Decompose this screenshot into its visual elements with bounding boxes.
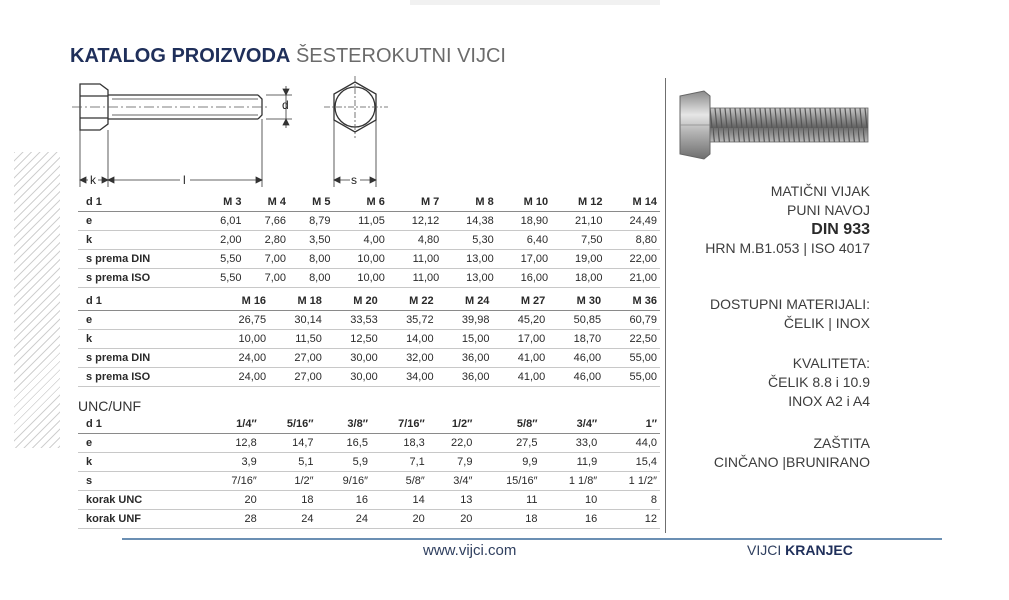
table-cell: 34,00 [381, 368, 437, 387]
table-cell: 27,00 [269, 349, 325, 368]
table-cell: 44,0 [600, 434, 660, 453]
table-cell: 3,50 [289, 231, 333, 250]
table-cell: 30,00 [325, 349, 381, 368]
header-cell: 1″ [600, 415, 660, 434]
table-cell: 1 1/8″ [540, 472, 600, 491]
table-cell: 14,7 [260, 434, 317, 453]
table-cell: 2,80 [245, 231, 289, 250]
table-cell: 16 [540, 510, 600, 529]
table-cell: 55,00 [604, 368, 660, 387]
header-cell: 3/8″ [317, 415, 371, 434]
table-cell: 7,00 [245, 269, 289, 288]
table-cell [203, 330, 213, 349]
table-cell: 18,3 [371, 434, 428, 453]
table-cell: 32,00 [381, 349, 437, 368]
table-cell: 10,00 [333, 269, 387, 288]
title-bold: KATALOG PROIZVODA [70, 45, 291, 67]
header-cell: M 14 [606, 193, 660, 212]
header-cell: 1/4″ [205, 415, 259, 434]
table-row [78, 434, 660, 453]
table-cell [195, 453, 205, 472]
table-header-row [78, 292, 660, 311]
table-cell: 5,50 [200, 250, 244, 269]
page-title [70, 45, 506, 68]
table-cell: 55,00 [604, 349, 660, 368]
table-cell [203, 368, 213, 387]
header-cell: M 16 [213, 292, 269, 311]
brand-name [747, 542, 853, 558]
table-cell: 16,00 [497, 269, 551, 288]
table-cell: 8,00 [289, 250, 333, 269]
bolt-photo-icon [678, 88, 873, 162]
table-row [78, 269, 660, 288]
table-row [78, 231, 660, 250]
header-cell: M 3 [200, 193, 244, 212]
materials-block [680, 295, 870, 333]
table-cell: 7,00 [245, 250, 289, 269]
header-cell: M 27 [492, 292, 548, 311]
header-cell: M 24 [437, 292, 493, 311]
header-cell: M 7 [388, 193, 442, 212]
table-cell: 46,00 [548, 349, 604, 368]
table-cell: 12 [600, 510, 660, 529]
row-label: s prema ISO [78, 269, 200, 288]
table-cell: 2,00 [200, 231, 244, 250]
row-label: s prema DIN [78, 349, 203, 368]
header-cell: M 30 [548, 292, 604, 311]
protection-label: ZAŠTITA [813, 435, 870, 451]
table-cell: 10,00 [333, 250, 387, 269]
table-cell: 13,00 [442, 250, 496, 269]
table-cell: 6,01 [200, 212, 244, 231]
header-cell: 1/2″ [428, 415, 476, 434]
table-cell: 41,00 [492, 368, 548, 387]
table-cell: 11 [475, 491, 540, 510]
header-cell: M 5 [289, 193, 333, 212]
table-cell: 17,00 [492, 330, 548, 349]
table-cell: 26,75 [213, 311, 269, 330]
row-label: k [78, 453, 195, 472]
table-cell: 10 [540, 491, 600, 510]
table-cell: 27,5 [475, 434, 540, 453]
header-cell: M 10 [497, 193, 551, 212]
footer-divider [122, 538, 942, 540]
table-cell: 17,00 [497, 250, 551, 269]
header-cell: 5/16″ [260, 415, 317, 434]
header-cell: d 1 [78, 193, 200, 212]
table-cell: 16,5 [317, 434, 371, 453]
header-cell: M 22 [381, 292, 437, 311]
table-cell: 7,9 [428, 453, 476, 472]
row-label: k [78, 231, 200, 250]
table-header-row [78, 193, 660, 212]
table-row [78, 212, 660, 231]
table-cell: 5,50 [200, 269, 244, 288]
table-cell: 15,4 [600, 453, 660, 472]
materials-label: DOSTUPNI MATERIJALI: [710, 296, 870, 312]
table-cell: 12,8 [205, 434, 259, 453]
table-cell: 18,00 [551, 269, 605, 288]
table-cell: 27,00 [269, 368, 325, 387]
table-cell [195, 510, 205, 529]
product-norms: HRN M.B1.053 | ISO 4017 [705, 240, 870, 256]
table-cell: 8,79 [289, 212, 333, 231]
product-name-line2: PUNI NAVOJ [787, 202, 870, 218]
table-cell: 36,00 [437, 368, 493, 387]
table-cell: 20 [205, 491, 259, 510]
brand-bold: KRANJEC [785, 542, 853, 558]
table-cell [195, 434, 205, 453]
table-cell: 20 [371, 510, 428, 529]
table-cell: 18,70 [548, 330, 604, 349]
table-cell: 30,14 [269, 311, 325, 330]
table-cell: 18 [260, 491, 317, 510]
table-cell: 46,00 [548, 368, 604, 387]
header-cell: 3/4″ [540, 415, 600, 434]
product-name [680, 182, 870, 258]
header-cell: 7/16″ [371, 415, 428, 434]
size-table-unc-unf [78, 415, 660, 529]
row-label: e [78, 212, 200, 231]
header-cell: M 18 [269, 292, 325, 311]
table-cell: 21,00 [606, 269, 660, 288]
table-cell: 33,53 [325, 311, 381, 330]
table-cell: 9,9 [475, 453, 540, 472]
table-cell: 3/4″ [428, 472, 476, 491]
table-cell: 6,40 [497, 231, 551, 250]
table-cell: 60,79 [604, 311, 660, 330]
table-cell: 22,0 [428, 434, 476, 453]
table-cell [195, 472, 205, 491]
table-cell: 8,80 [606, 231, 660, 250]
technical-drawing [70, 72, 410, 192]
table-cell: 24 [260, 510, 317, 529]
table-cell: 8,00 [289, 269, 333, 288]
size-table-metric-large [78, 292, 660, 387]
extension-lines [80, 119, 262, 187]
quality-steel: ČELIK 8.8 i 10.9 [768, 374, 870, 390]
row-label: s [78, 472, 195, 491]
table-cell: 14,00 [381, 330, 437, 349]
table-cell [203, 349, 213, 368]
table-cell: 5/8″ [371, 472, 428, 491]
header-cell: M 20 [325, 292, 381, 311]
table-cell: 21,10 [551, 212, 605, 231]
table-row [78, 472, 660, 491]
protection-value: CINČANO |BRUNIRANO [713, 454, 870, 470]
table-cell: 39,98 [437, 311, 493, 330]
materials-value: ČELIK | INOX [783, 315, 870, 331]
table-cell: 24 [317, 510, 371, 529]
label-k: k [90, 173, 96, 187]
table-cell: 14,38 [442, 212, 496, 231]
table-cell: 22,00 [606, 250, 660, 269]
header-cell: M 8 [442, 193, 496, 212]
header-cell: d 1 [78, 292, 203, 311]
label-s: s [351, 173, 357, 187]
table-cell: 36,00 [437, 349, 493, 368]
table-cell: 24,00 [213, 349, 269, 368]
table-cell: 41,00 [492, 349, 548, 368]
product-standard: DIN 933 [811, 221, 870, 238]
table-cell: 35,72 [381, 311, 437, 330]
header-cell: 5/8″ [475, 415, 540, 434]
table-cell [203, 311, 213, 330]
table-cell: 24,49 [606, 212, 660, 231]
table-row [78, 250, 660, 269]
row-label: e [78, 434, 195, 453]
brand-light: VIJCI [747, 542, 782, 558]
table-cell: 19,00 [551, 250, 605, 269]
header-cell: M 6 [333, 193, 387, 212]
table-cell: 15/16″ [475, 472, 540, 491]
table-cell: 4,80 [388, 231, 442, 250]
row-label: korak UNF [78, 510, 195, 529]
table-cell: 3,9 [205, 453, 259, 472]
table-cell: 13 [428, 491, 476, 510]
row-label: s prema ISO [78, 368, 203, 387]
decorative-hatch [14, 152, 60, 448]
table-cell: 30,00 [325, 368, 381, 387]
header-cell: M 36 [604, 292, 660, 311]
table-row [78, 311, 660, 330]
row-label: e [78, 311, 203, 330]
table-cell: 12,50 [325, 330, 381, 349]
header-cell: M 4 [245, 193, 289, 212]
header-cell [203, 292, 213, 311]
table-cell: 15,00 [437, 330, 493, 349]
website-link[interactable]: www.vijci.com [423, 542, 517, 559]
label-l: l [183, 173, 186, 187]
table-cell: 7,66 [245, 212, 289, 231]
header-cell: M 12 [551, 193, 605, 212]
table-cell: 1/2″ [260, 472, 317, 491]
header-cell: d 1 [78, 415, 195, 434]
table-cell: 1 1/2″ [600, 472, 660, 491]
table-cell: 11,05 [333, 212, 387, 231]
table-cell: 11,00 [388, 269, 442, 288]
table-cell: 28 [205, 510, 259, 529]
table-cell: 4,00 [333, 231, 387, 250]
size-table-metric-small [78, 193, 660, 288]
quality-block [680, 354, 870, 411]
table-header-row [78, 415, 660, 434]
table-row [78, 510, 660, 529]
table-cell: 10,00 [213, 330, 269, 349]
column-divider [665, 78, 666, 533]
protection-block [680, 434, 870, 472]
table-cell: 7,1 [371, 453, 428, 472]
table-cell: 33,0 [540, 434, 600, 453]
table-cell: 22,50 [604, 330, 660, 349]
table-row [78, 491, 660, 510]
title-light: ŠESTEROKUTNI VIJCI [295, 45, 506, 67]
row-label: s prema DIN [78, 250, 200, 269]
table-cell: 5,9 [317, 453, 371, 472]
header-cell [195, 415, 205, 434]
table-row [78, 349, 660, 368]
table-cell: 50,85 [548, 311, 604, 330]
quality-label: KVALITETA: [792, 355, 870, 371]
table-cell: 18,90 [497, 212, 551, 231]
product-name-line1: MATIČNI VIJAK [770, 183, 870, 199]
table-row [78, 368, 660, 387]
table-cell: 7,50 [551, 231, 605, 250]
dimension-k-l [80, 177, 262, 183]
unc-unf-title: UNC/UNF [78, 398, 141, 414]
table-cell: 11,9 [540, 453, 600, 472]
table-cell: 20 [428, 510, 476, 529]
table-cell: 13,00 [442, 269, 496, 288]
row-label: k [78, 330, 203, 349]
top-strip [410, 0, 660, 5]
row-label: korak UNC [78, 491, 195, 510]
label-d: d [282, 98, 289, 112]
table-cell [195, 491, 205, 510]
table-cell: 5,30 [442, 231, 496, 250]
quality-inox: INOX A2 i A4 [788, 393, 870, 409]
table-cell: 12,12 [388, 212, 442, 231]
table-row [78, 330, 660, 349]
table-cell: 24,00 [213, 368, 269, 387]
table-cell: 11,50 [269, 330, 325, 349]
table-cell: 18 [475, 510, 540, 529]
table-cell: 45,20 [492, 311, 548, 330]
table-cell: 8 [600, 491, 660, 510]
table-cell: 5,1 [260, 453, 317, 472]
table-cell: 14 [371, 491, 428, 510]
table-row [78, 453, 660, 472]
table-cell: 16 [317, 491, 371, 510]
table-cell: 7/16″ [205, 472, 259, 491]
table-cell: 11,00 [388, 250, 442, 269]
table-cell: 9/16″ [317, 472, 371, 491]
